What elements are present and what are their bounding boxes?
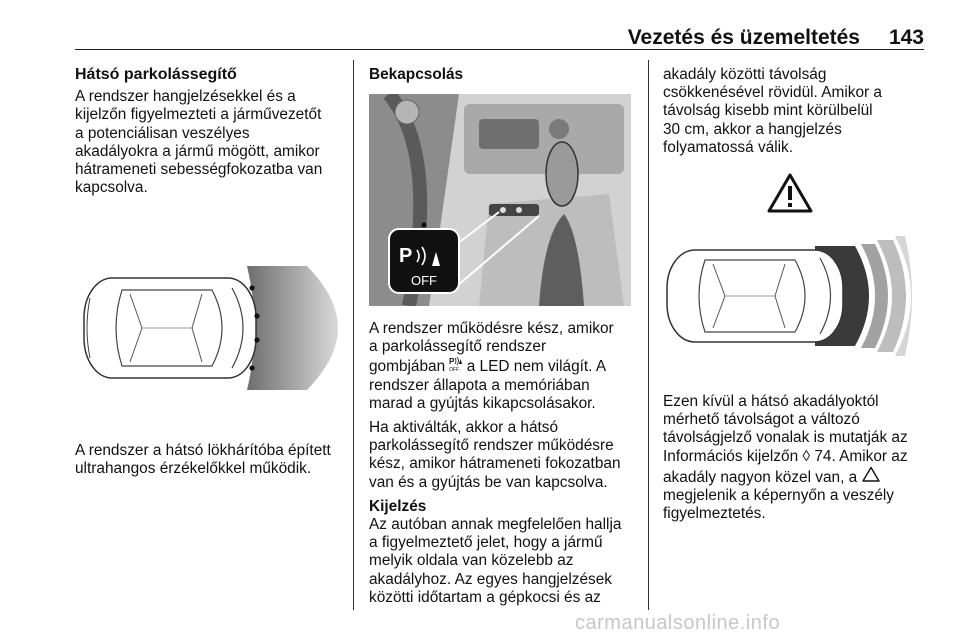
sensor-dot: [254, 337, 259, 342]
dashboard-photo: [369, 94, 631, 306]
section-heading: Hátsó parkolássegítő: [75, 66, 237, 83]
svg-text:P: P: [399, 245, 413, 267]
rear-sensor-illustration: [82, 258, 338, 398]
column-2-heading-block: [369, 66, 637, 84]
display-text-c: megjelenik a képernyőn a veszély figyelmeztetés.: [663, 487, 894, 523]
column-2-body: [369, 320, 641, 613]
column-1-caption: [75, 442, 350, 484]
column-divider-1: [353, 60, 354, 610]
warning-triangle-icon: [767, 172, 813, 214]
column-divider-2: [648, 60, 649, 610]
activation-text-a: A rendszer működésre kész, amikor a parkolássegítő rendszer gombjában: [369, 320, 614, 376]
kijelzes-heading: Kijelzés: [369, 497, 427, 515]
sensor-dot: [249, 285, 254, 290]
column-3-top: [663, 66, 925, 163]
display-text-a: Ezen kívül a hátsó akadályoktól mérhető távolságot a változó távolságjelző vonalak is mutatják az Információs kijelzőn: [663, 393, 908, 465]
column-3-bottom: [663, 393, 925, 529]
distance-paragraph: akadály közötti távolság csökkenésével rövidül. Amikor a távolság kisebb mint körülbelül 30 cm, akkor a hangjelzés folyamatossá válik.: [663, 66, 882, 156]
figure-caption: A rendszer a hátsó lökhárítóba épített ultrahangos érzékelőkkel működik.: [75, 442, 331, 478]
svg-text:OFF: OFF: [449, 367, 460, 372]
bekapcsolas-heading: Bekapcsolás: [369, 66, 464, 83]
park-assist-symbol-icon: [449, 356, 462, 371]
page-number: 143: [888, 26, 924, 49]
button-off-label: OFF: [411, 273, 437, 288]
activation-paragraph: [369, 320, 641, 413]
display-paragraph: [663, 393, 925, 523]
intro-paragraph: A rendszer hangjelzésekkel és a kijelzőn figyelmezteti a járművezetőt a potenciálisan veszélyes akadályokra a jármű mögött, amikor hátrameneti sebességfokozatba van kapcsolva.: [75, 88, 323, 197]
distance-lines-illustration: [665, 232, 927, 360]
ready-paragraph: Ha aktiválták, akkor a hátsó parkolássegítő rendszer működésre kész, amikor hátrameneti fokozatban van és a gyújtás be van kapcsolva.: [369, 419, 621, 491]
page-reference-icon: ◊: [802, 447, 811, 465]
page-header-title: Vezetés és üzemeltetés: [627, 26, 860, 49]
display-text-b: 74. Amikor az akadály nagyon közel van, a: [663, 447, 908, 486]
warning-triangle-inline-icon: [862, 466, 880, 482]
sensor-dot: [249, 365, 254, 370]
signal-paragraph: Az autóban annak megfelelően hallja a figyelmeztető jelet, hogy a jármű melyik oldala van közelebb az akadályhoz. Az egyes hangjelzések közötti időtartam a gépkocsi és az: [369, 516, 622, 606]
column-1: [75, 66, 350, 203]
sensor-dot: [254, 313, 259, 318]
ultrasonic-field: [247, 266, 338, 390]
activation-text-b: a LED nem világít. A rendszer állapota a memóriában marad a gyújtás kikapcsolásakor.: [369, 358, 607, 412]
footer-watermark: carmanualsonline.info: [575, 612, 781, 634]
gear-knob: [546, 142, 578, 206]
header-divider: [75, 49, 924, 50]
svg-text:P: P: [449, 357, 455, 367]
